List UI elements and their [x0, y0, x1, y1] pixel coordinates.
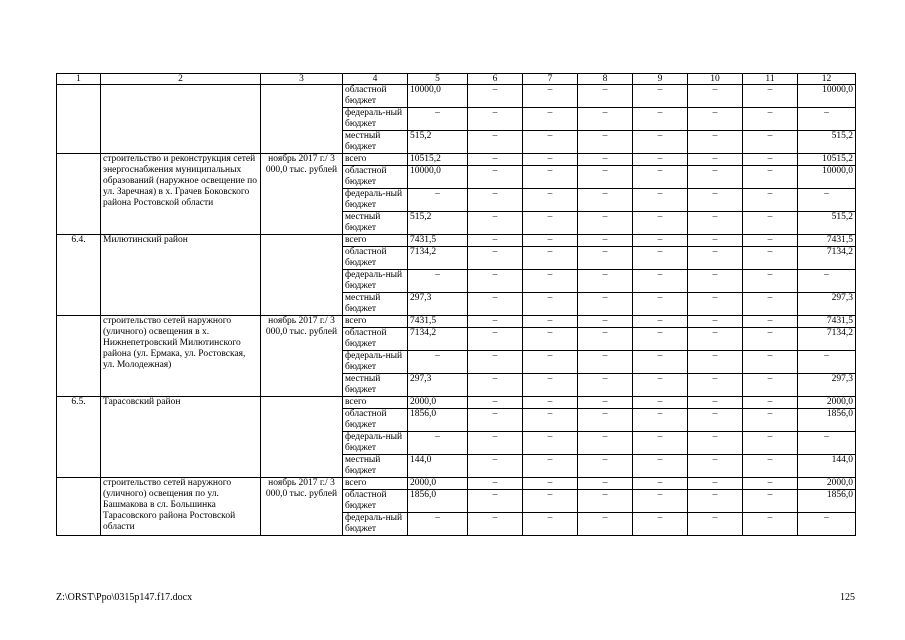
value-col6: –: [468, 154, 523, 166]
value-col9: –: [633, 189, 688, 212]
item-term: ноябрь 2017 г./ 3 000,0 тыс. рублей: [261, 316, 343, 397]
budget-type: федераль-ный бюджет: [343, 513, 408, 536]
value-col11: –: [743, 409, 798, 432]
budget-type: федераль-ный бюджет: [343, 270, 408, 293]
item-name: строительство и реконструкция сетей энергоснабжения муниципальных образований (наружное освещение по ул. Заречная) в х. Грачев Боковского района Ростовской области: [101, 154, 261, 235]
value-col11: –: [743, 235, 798, 247]
value-col10: –: [688, 490, 743, 513]
value-col9: –: [633, 328, 688, 351]
value-col12: 10000,0: [798, 166, 856, 189]
table-row: [57, 397, 856, 409]
value-col9: –: [633, 397, 688, 409]
item-number: [57, 316, 101, 397]
value-col11: –: [743, 189, 798, 212]
value-col6: –: [468, 85, 523, 108]
value-col5: –: [408, 351, 468, 374]
value-col10: –: [688, 189, 743, 212]
value-col5: 10000,0: [408, 85, 468, 108]
item-name: строительство сетей наружного (уличного) освещения по ул. Башмакова в сл. Большинка Тарасовского района Ростовской области: [101, 478, 261, 536]
value-col5: –: [408, 270, 468, 293]
value-col10: –: [688, 131, 743, 154]
value-col10: –: [688, 154, 743, 166]
budget-type: местный бюджет: [343, 212, 408, 235]
table-row: [57, 316, 856, 328]
column-header: 1: [57, 74, 101, 85]
value-col11: –: [743, 131, 798, 154]
value-col8: –: [578, 212, 633, 235]
value-col8: –: [578, 374, 633, 397]
value-col12: –: [798, 432, 856, 455]
value-col10: –: [688, 316, 743, 328]
value-col12: –: [798, 351, 856, 374]
value-col10: –: [688, 108, 743, 131]
item-term: [261, 85, 343, 154]
value-col5: 10000,0: [408, 166, 468, 189]
column-header: 5: [408, 74, 468, 85]
value-col8: –: [578, 293, 633, 316]
value-col7: –: [523, 351, 578, 374]
budget-table: [56, 73, 856, 536]
value-col8: –: [578, 409, 633, 432]
value-col10: –: [688, 293, 743, 316]
value-col6: –: [468, 397, 523, 409]
header-row: [57, 74, 856, 85]
value-col10: –: [688, 455, 743, 478]
value-col12: –: [798, 189, 856, 212]
item-number: [57, 154, 101, 235]
item-number: [57, 478, 101, 536]
value-col10: –: [688, 328, 743, 351]
column-header: 6: [468, 74, 523, 85]
value-col8: –: [578, 351, 633, 374]
item-term: ноябрь 2017 г./ 3 000,0 тыс. рублей: [261, 154, 343, 235]
value-col5: 7134,2: [408, 328, 468, 351]
value-col7: –: [523, 316, 578, 328]
value-col5: 144,0: [408, 455, 468, 478]
value-col5: –: [408, 108, 468, 131]
value-col5: 2000,0: [408, 478, 468, 490]
value-col10: –: [688, 85, 743, 108]
budget-type: областной бюджет: [343, 166, 408, 189]
value-col7: –: [523, 293, 578, 316]
item-term: [261, 235, 343, 316]
value-col6: –: [468, 108, 523, 131]
value-col9: –: [633, 409, 688, 432]
value-col11: –: [743, 432, 798, 455]
value-col9: –: [633, 374, 688, 397]
value-col12: 10000,0: [798, 85, 856, 108]
value-col11: –: [743, 328, 798, 351]
value-col11: –: [743, 108, 798, 131]
value-col7: –: [523, 490, 578, 513]
value-col11: –: [743, 154, 798, 166]
item-term: [261, 397, 343, 478]
value-col7: –: [523, 247, 578, 270]
value-col12: 297,3: [798, 293, 856, 316]
value-col6: –: [468, 351, 523, 374]
value-col5: 10515,2: [408, 154, 468, 166]
value-col9: –: [633, 247, 688, 270]
value-col8: –: [578, 189, 633, 212]
value-col8: –: [578, 108, 633, 131]
value-col5: 515,2: [408, 212, 468, 235]
item-name: Милютинский район: [101, 235, 261, 316]
value-col6: –: [468, 316, 523, 328]
value-col8: –: [578, 235, 633, 247]
value-col10: –: [688, 247, 743, 270]
value-col6: –: [468, 235, 523, 247]
value-col8: –: [578, 328, 633, 351]
value-col9: –: [633, 351, 688, 374]
value-col12: 2000,0: [798, 478, 856, 490]
value-col6: –: [468, 478, 523, 490]
value-col9: –: [633, 293, 688, 316]
value-col11: –: [743, 270, 798, 293]
column-header: 3: [261, 74, 343, 85]
budget-type: областной бюджет: [343, 247, 408, 270]
budget-type: федераль-ный бюджет: [343, 189, 408, 212]
value-col5: 7431,5: [408, 235, 468, 247]
value-col5: 7134,2: [408, 247, 468, 270]
value-col6: –: [468, 212, 523, 235]
budget-type: местный бюджет: [343, 374, 408, 397]
value-col6: –: [468, 131, 523, 154]
value-col12: 1856,0: [798, 409, 856, 432]
value-col9: –: [633, 513, 688, 536]
value-col8: –: [578, 166, 633, 189]
value-col12: 7431,5: [798, 235, 856, 247]
value-col12: –: [798, 108, 856, 131]
value-col7: –: [523, 154, 578, 166]
value-col7: –: [523, 166, 578, 189]
value-col6: –: [468, 166, 523, 189]
value-col7: –: [523, 397, 578, 409]
budget-type: местный бюджет: [343, 131, 408, 154]
value-col9: –: [633, 235, 688, 247]
value-col11: –: [743, 316, 798, 328]
value-col7: –: [523, 328, 578, 351]
value-col11: –: [743, 397, 798, 409]
value-col9: –: [633, 432, 688, 455]
value-col7: –: [523, 374, 578, 397]
value-col12: –: [798, 513, 856, 536]
value-col10: –: [688, 409, 743, 432]
value-col9: –: [633, 270, 688, 293]
value-col11: –: [743, 513, 798, 536]
value-col11: –: [743, 247, 798, 270]
value-col12: 10515,2: [798, 154, 856, 166]
value-col5: –: [408, 432, 468, 455]
budget-type: местный бюджет: [343, 455, 408, 478]
budget-type: областной бюджет: [343, 490, 408, 513]
column-header: 10: [688, 74, 743, 85]
value-col6: –: [468, 189, 523, 212]
value-col7: –: [523, 212, 578, 235]
column-header: 7: [523, 74, 578, 85]
value-col7: –: [523, 478, 578, 490]
page-number: 125: [840, 592, 855, 603]
value-col9: –: [633, 131, 688, 154]
value-col7: –: [523, 189, 578, 212]
item-name: строительство сетей наружного (уличного) освещения в х. Нижнепетровский Милютинского района (ул. Ермака, ул. Ростовская, ул. Молодежная): [101, 316, 261, 397]
value-col8: –: [578, 247, 633, 270]
value-col8: –: [578, 432, 633, 455]
budget-type: областной бюджет: [343, 409, 408, 432]
value-col12: 144,0: [798, 455, 856, 478]
value-col5: 297,3: [408, 293, 468, 316]
budget-type: всего: [343, 154, 408, 166]
value-col7: –: [523, 455, 578, 478]
value-col11: –: [743, 478, 798, 490]
value-col6: –: [468, 455, 523, 478]
value-col10: –: [688, 478, 743, 490]
budget-type: федераль-ный бюджет: [343, 108, 408, 131]
value-col9: –: [633, 166, 688, 189]
value-col12: 7134,2: [798, 328, 856, 351]
column-header: 2: [101, 74, 261, 85]
value-col10: –: [688, 374, 743, 397]
value-col10: –: [688, 212, 743, 235]
column-header: 9: [633, 74, 688, 85]
value-col7: –: [523, 409, 578, 432]
budget-type: всего: [343, 235, 408, 247]
budget-type: всего: [343, 397, 408, 409]
value-col6: –: [468, 293, 523, 316]
value-col8: –: [578, 397, 633, 409]
value-col12: 515,2: [798, 131, 856, 154]
value-col5: 297,3: [408, 374, 468, 397]
value-col8: –: [578, 478, 633, 490]
value-col6: –: [468, 513, 523, 536]
value-col9: –: [633, 212, 688, 235]
value-col8: –: [578, 270, 633, 293]
column-header: 8: [578, 74, 633, 85]
value-col11: –: [743, 85, 798, 108]
file-path: Z:\ORST\Ppo\0315p147.f17.docx: [56, 592, 193, 603]
value-col5: 2000,0: [408, 397, 468, 409]
budget-type: всего: [343, 478, 408, 490]
table-row: [57, 235, 856, 247]
budget-type: федераль-ный бюджет: [343, 432, 408, 455]
value-col5: 515,2: [408, 131, 468, 154]
value-col11: –: [743, 166, 798, 189]
budget-type: областной бюджет: [343, 328, 408, 351]
table-row: [57, 154, 856, 166]
value-col6: –: [468, 328, 523, 351]
value-col9: –: [633, 154, 688, 166]
table-row: [57, 478, 856, 490]
value-col8: –: [578, 490, 633, 513]
value-col10: –: [688, 397, 743, 409]
value-col5: –: [408, 189, 468, 212]
value-col11: –: [743, 351, 798, 374]
value-col11: –: [743, 293, 798, 316]
value-col12: 7134,2: [798, 247, 856, 270]
value-col11: –: [743, 455, 798, 478]
value-col12: 297,3: [798, 374, 856, 397]
value-col7: –: [523, 270, 578, 293]
value-col8: –: [578, 131, 633, 154]
value-col7: –: [523, 85, 578, 108]
value-col5: 1856,0: [408, 490, 468, 513]
value-col12: 7431,5: [798, 316, 856, 328]
value-col9: –: [633, 455, 688, 478]
value-col7: –: [523, 432, 578, 455]
value-col6: –: [468, 409, 523, 432]
table-row: [57, 85, 856, 108]
column-header: 11: [743, 74, 798, 85]
value-col9: –: [633, 478, 688, 490]
value-col9: –: [633, 108, 688, 131]
budget-type: областной бюджет: [343, 85, 408, 108]
value-col5: –: [408, 513, 468, 536]
value-col11: –: [743, 374, 798, 397]
value-col6: –: [468, 270, 523, 293]
value-col12: 1856,0: [798, 490, 856, 513]
value-col10: –: [688, 513, 743, 536]
value-col9: –: [633, 85, 688, 108]
item-number: [57, 85, 101, 154]
value-col10: –: [688, 235, 743, 247]
item-name: Тарасовский район: [101, 397, 261, 478]
column-header: 12: [798, 74, 856, 85]
value-col5: 7431,5: [408, 316, 468, 328]
value-col7: –: [523, 108, 578, 131]
budget-type: местный бюджет: [343, 293, 408, 316]
value-col12: 2000,0: [798, 397, 856, 409]
item-name: [101, 85, 261, 154]
value-col10: –: [688, 166, 743, 189]
value-col6: –: [468, 432, 523, 455]
value-col6: –: [468, 247, 523, 270]
value-col8: –: [578, 316, 633, 328]
value-col8: –: [578, 85, 633, 108]
value-col12: –: [798, 270, 856, 293]
value-col11: –: [743, 490, 798, 513]
item-term: ноябрь 2017 г./ 3 000,0 тыс. рублей: [261, 478, 343, 536]
value-col9: –: [633, 316, 688, 328]
value-col7: –: [523, 131, 578, 154]
value-col8: –: [578, 455, 633, 478]
budget-type: всего: [343, 316, 408, 328]
column-header: 4: [343, 74, 408, 85]
value-col12: 515,2: [798, 212, 856, 235]
value-col5: 1856,0: [408, 409, 468, 432]
value-col7: –: [523, 513, 578, 536]
value-col7: –: [523, 235, 578, 247]
value-col10: –: [688, 351, 743, 374]
item-number: 6.4.: [57, 235, 101, 316]
budget-type: федераль-ный бюджет: [343, 351, 408, 374]
value-col8: –: [578, 513, 633, 536]
value-col10: –: [688, 432, 743, 455]
value-col8: –: [578, 154, 633, 166]
item-number: 6.5.: [57, 397, 101, 478]
value-col6: –: [468, 490, 523, 513]
value-col11: –: [743, 212, 798, 235]
value-col10: –: [688, 270, 743, 293]
value-col6: –: [468, 374, 523, 397]
value-col9: –: [633, 490, 688, 513]
